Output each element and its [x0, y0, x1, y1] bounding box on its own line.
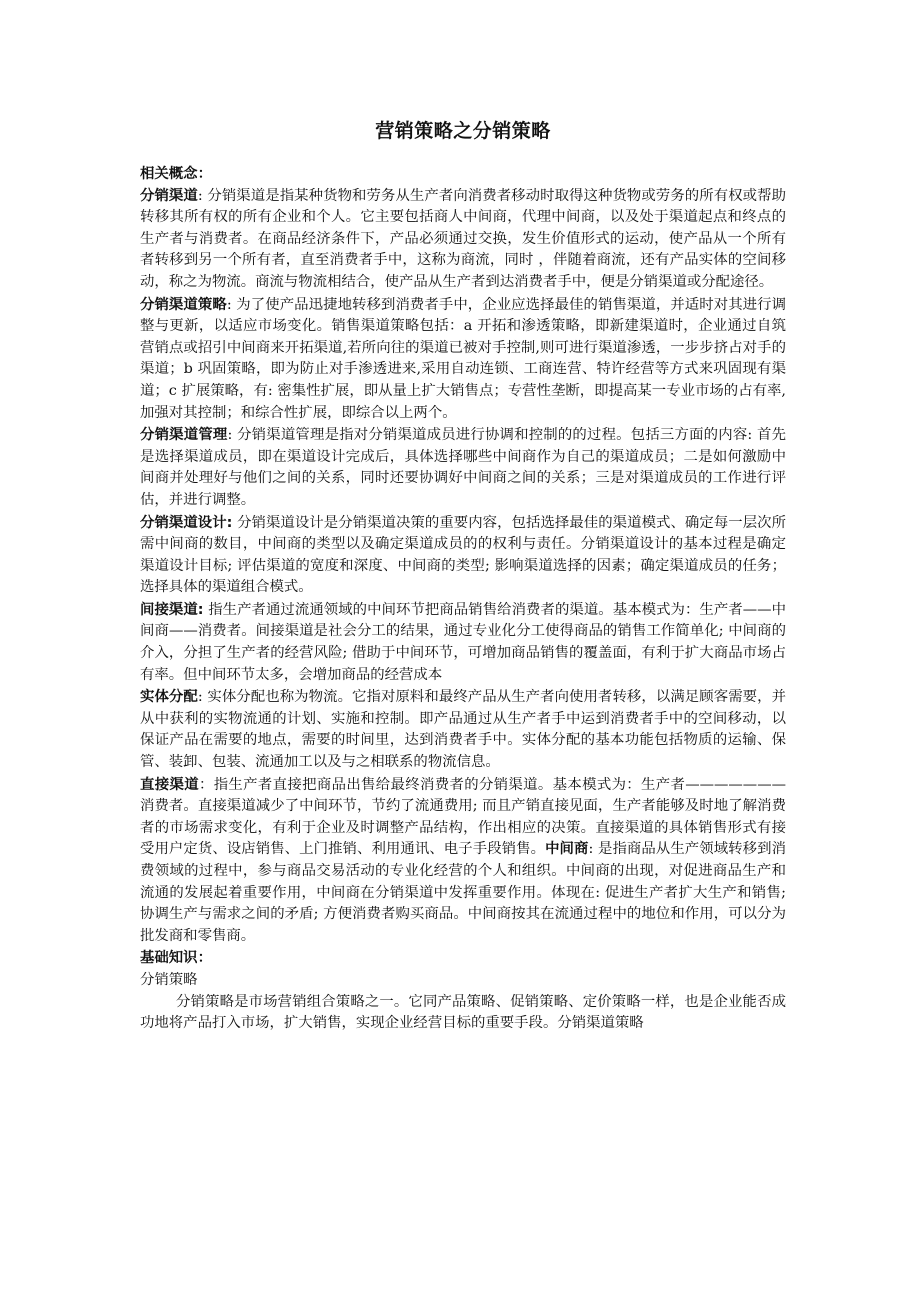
paragraph-distribution-channel — [140, 186, 786, 294]
paragraph-text: : 分销渠道是指某种货物和劳务从生产者向消费者移动时取得这种货物或劳务的所有权或帮助转移其所有权的所有企业和个人。它主要包括商人中间商，代理中间商，以及处于渠道起点和终点的生产者与消费者。在商品经济条件下，产品必须通过交换，发生价值形式的运动，使产品从一个所有者转移到另一个所有者，直至消费者手中，这称为商流，同时 ，伴随着商流，还有产品实体的空间移动，称之为物流。商流与物流相结合，使产品从生产者到达消费者手中，便是分销渠道或分配途径。 — [140, 187, 786, 290]
paragraph-direct-channel — [140, 775, 786, 948]
term-label-intermediary: 中间商 — [545, 841, 589, 858]
paragraph-text: : 实体分配也称为物流。它指对原料和最终产品从生产者向使用者转移，以满足顾客需要，并从中获利的实物流通的计划、实施和控制。即产品通过从生产者手中运到消费者手中的空间移动，以保证产品在需要的地点，需要的时间里，达到消费者手中。实体分配的基本功能包括物质的运输、保管、装卸、包装、流通加工以及与之相联系的物流信息。 — [140, 689, 786, 771]
term-label: 分销渠道设计: — [140, 514, 233, 531]
term-label: 间接渠道: — [140, 601, 204, 618]
document-title: 营销策略之分销策略 — [375, 120, 551, 142]
paragraph-text: : 分销渠道管理是指对分销渠道成员进行协调和控制的的过程。包括三方面的内容: 首先是选择渠道成员，即在渠道设计完成后，具体选择哪些中间商作为自己的渠道成员；二是如何激励中间商并处理好与他们之间的关系，同时还要协调好中间商之间的关系；三是对渠道成员的工作进行评估，并进行调整。 — [140, 427, 786, 508]
subheading: 分销策略 — [140, 971, 198, 988]
paragraph-text: 分销渠道设计是分销渠道决策的重要内容，包括选择最佳的渠道模式、确定每一层次所需中间商的数目，中间商的类型以及确定渠道成员的的权利与责任。分销渠道设计的基本过程是确定渠道设计目标; 评估渠道的宽度和深度、中间商的类型; 影响渠道选择的因素；确定渠道成员的任务；选择具体的渠道组合模式。 — [140, 514, 786, 596]
paragraph-channel-management — [140, 425, 786, 511]
term-label: 分销渠道管理 — [140, 427, 228, 444]
paragraph-indirect-channel — [140, 600, 786, 686]
term-label: 分销渠道策略 — [140, 296, 227, 313]
section-heading-basics: 基础知识： — [140, 950, 212, 967]
term-label: 分销渠道 — [140, 187, 198, 204]
paragraph-channel-design — [140, 513, 786, 599]
paragraph-text: ：指生产者直接把商品出售给最终消费者的分销渠道。基本模式为：生产者———————消费者。直接渠道减少了中间环节，节约了流通费用; 而且产销直接见面，生产者能够及时地了解消费者的市场需求变化，有利于企业及时调整产品结构，作出相应的决策。直接渠道的具体销售形式有接受用户定货、设店销售、上门推销、利用通讯、电子手段销售。 — [140, 776, 786, 858]
paragraph-physical-distribution — [140, 687, 786, 773]
term-label: 直接渠道 — [140, 776, 199, 793]
section-heading-concepts: 相关概念： — [140, 166, 212, 182]
paragraph-text: : 为了使产品迅捷地转移到消费者手中，企业应选择最佳的销售渠道，并适时对其进行调整与更新，以适应市场变化。销售渠道策略包括：a 开拓和渗透策略，即新建渠道时，企业通过自筑营销点或招引中间商来开拓渠道,若所向往的渠道已被对手控制,则可进行渠道渗透，一步步挤占对手的渠道；b 巩固策略，即为防止对手渗透进来,采用自动连锁、工商连营、特许经营等方式来巩固现有渠道；c 扩展策略，有: 密集性扩展，即从量上扩大销售点；专营性垄断，即提高某一专业市场的占有率,加强对其控制；和综合性扩展，即综合以上两个。 — [140, 296, 786, 421]
paragraph-text: 指生产者通过流通领域的中间环节把商品销售给消费者的渠道。基本模式为：生产者——中间商——消费者。间接渠道是社会分工的结果，通过专业化分工使得商品的销售工作简单化; 中间商的介入，分担了生产者的经营风险; 借助于中间环节，可增加商品销售的覆盖面，有利于扩大商品市场占有率。但中间环节太多，会增加商品的经营成本 — [140, 601, 787, 683]
document-page — [140, 118, 786, 1035]
body-paragraph: 分销策略是市场营销组合策略之一。它同产品策略、促销策略、定价策略一样，也是企业能否成功地将产品打入市场，扩大销售，实现企业经营目标的重要手段。分销渠道策略 — [140, 993, 786, 1032]
paragraph-channel-strategy — [140, 295, 786, 425]
paragraph-text: : 是指商品从生产领域转移到消费领域的过程中，参与商品交易活动的专业化经营的个人和组织。中间商的出现，对促进商品生产和流通的发展起着重要作用，中间商在分销渠道中发挥重要作用。体现在: 促进生产者扩大生产和销售; 协调生产与需求之间的矛盾; 方便消费者购买商品。中间商按其在流通过程中的地位和作用，可以分为批发商和零售商。 — [140, 841, 786, 944]
term-label: 实体分配 — [140, 689, 198, 706]
